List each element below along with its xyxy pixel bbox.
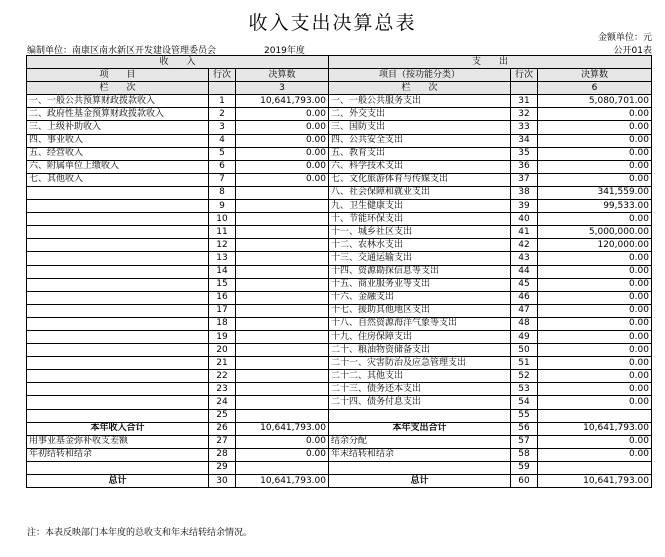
income-item-cell <box>27 383 209 396</box>
table-row <box>27 239 652 252</box>
expense-amount-cell <box>538 409 652 422</box>
table-row <box>27 252 652 265</box>
table-row <box>27 317 652 330</box>
income-rowno-cell: 15 <box>209 278 236 291</box>
income-rowno-cell: 22 <box>209 370 236 383</box>
income-item-cell <box>27 409 209 422</box>
expense-amount-cell: 0.00 <box>538 357 652 370</box>
expense-amount-cell: 0.00 <box>538 330 652 343</box>
header-row-columns <box>27 69 652 82</box>
expense-item-cell <box>329 409 511 422</box>
table-row <box>27 396 652 409</box>
expense-amount-cell: 0.00 <box>538 317 652 330</box>
expense-item-cell: 二十三、债务还本支出 <box>329 383 511 396</box>
income-item-cell <box>27 357 209 370</box>
table-row <box>27 278 652 291</box>
expense-item-cell: 总计 <box>329 475 511 488</box>
expense-rowno-cell: 40 <box>511 213 538 226</box>
expense-item-cell: 二十、粮油物资储备支出 <box>329 344 511 357</box>
expense-rowno-cell: 32 <box>511 108 538 121</box>
income-section-header: 收 入 <box>27 56 329 69</box>
expense-rowno-cell: 44 <box>511 265 538 278</box>
income-col-number: 3 <box>236 82 329 95</box>
expense-rowno-blank <box>511 82 538 95</box>
header-row-section <box>27 56 652 69</box>
expense-rowno-cell: 49 <box>511 330 538 343</box>
income-item-cell <box>27 265 209 278</box>
expense-amount-cell: 0.00 <box>538 252 652 265</box>
income-amount-cell <box>236 291 329 304</box>
income-amount-cell: 0.00 <box>236 435 329 448</box>
income-rowno-cell: 11 <box>209 226 236 239</box>
income-rowno-cell: 2 <box>209 108 236 121</box>
table-row <box>27 461 652 474</box>
total-row <box>27 422 652 435</box>
expense-amount-cell: 0.00 <box>538 265 652 278</box>
expense-amount-cell: 0.00 <box>538 121 652 134</box>
income-item-cell <box>27 213 209 226</box>
expense-item-cell: 二、外交支出 <box>329 108 511 121</box>
expense-amount-cell: 0.00 <box>538 108 652 121</box>
expense-rowno-cell: 37 <box>511 173 538 186</box>
table-row <box>27 186 652 199</box>
table-row <box>27 291 652 304</box>
expense-rowno-cell: 31 <box>511 95 538 108</box>
income-item-cell: 年初结转和结余 <box>27 448 209 461</box>
expense-item-cell: 六、科学技术支出 <box>329 160 511 173</box>
expense-item-cell: 三、国防支出 <box>329 121 511 134</box>
expense-item-cell: 年末结转和结余 <box>329 448 511 461</box>
expense-rowno-cell: 41 <box>511 226 538 239</box>
expense-rowno-cell: 36 <box>511 160 538 173</box>
expense-rowno-cell: 52 <box>511 370 538 383</box>
income-amount-cell <box>236 239 329 252</box>
expense-item-cell: 一、一般公共服务支出 <box>329 95 511 108</box>
income-amount-header: 决算数 <box>236 69 329 82</box>
table-row <box>27 344 652 357</box>
income-item-cell <box>27 186 209 199</box>
expense-item-cell: 九、卫生健康支出 <box>329 200 511 213</box>
expense-rowno-cell: 39 <box>511 200 538 213</box>
income-item-cell <box>27 370 209 383</box>
income-item-cell <box>27 317 209 330</box>
income-rowno-cell: 8 <box>209 186 236 199</box>
income-amount-cell: 0.00 <box>236 108 329 121</box>
table-row <box>27 435 652 448</box>
income-amount-cell <box>236 278 329 291</box>
expense-amount-cell: 0.00 <box>538 435 652 448</box>
expense-amount-cell: 0.00 <box>538 396 652 409</box>
income-amount-cell <box>236 226 329 239</box>
income-item-cell <box>27 278 209 291</box>
income-amount-cell <box>236 265 329 278</box>
expense-amount-cell: 0.00 <box>538 278 652 291</box>
expense-rowno-cell: 56 <box>511 422 538 435</box>
income-rowno-header: 行次 <box>209 69 236 82</box>
expense-item-cell: 五、教育支出 <box>329 147 511 160</box>
income-amount-cell: 0.00 <box>236 121 329 134</box>
expense-section-header: 支 出 <box>329 56 652 69</box>
income-rowno-blank <box>209 82 236 95</box>
income-col-label: 栏 次 <box>27 82 209 95</box>
expense-amount-cell: 0.00 <box>538 448 652 461</box>
expense-amount-cell: 0.00 <box>538 291 652 304</box>
income-rowno-cell: 1 <box>209 95 236 108</box>
expense-amount-cell <box>538 461 652 474</box>
table-row <box>27 147 652 160</box>
expense-col-label: 栏 次 <box>329 82 511 95</box>
table-row <box>27 265 652 278</box>
expense-rowno-header: 行次 <box>511 69 538 82</box>
expense-rowno-cell: 48 <box>511 317 538 330</box>
income-amount-cell <box>236 186 329 199</box>
expense-amount-cell: 120,000.00 <box>538 239 652 252</box>
income-rowno-cell: 24 <box>209 396 236 409</box>
income-rowno-cell: 17 <box>209 304 236 317</box>
income-amount-cell <box>236 409 329 422</box>
expense-rowno-cell: 55 <box>511 409 538 422</box>
income-item-cell <box>27 330 209 343</box>
expense-amount-cell: 0.00 <box>538 173 652 186</box>
income-item-cell <box>27 396 209 409</box>
table-row <box>27 134 652 147</box>
income-expense-table <box>26 55 652 488</box>
income-amount-cell: 10,641,793.00 <box>236 95 329 108</box>
table-row <box>27 448 652 461</box>
form-number: 公开01表 <box>613 46 652 56</box>
report-year: 2019年度 <box>264 46 305 56</box>
income-item-cell: 本年收入合计 <box>27 422 209 435</box>
table-row <box>27 173 652 186</box>
income-rowno-cell: 23 <box>209 383 236 396</box>
header-row-colnum <box>27 82 652 95</box>
income-item-cell: 七、其他收入 <box>27 173 209 186</box>
expense-item-cell: 十八、自然资源海洋气象等支出 <box>329 317 511 330</box>
income-rowno-cell: 26 <box>209 422 236 435</box>
expense-rowno-cell: 34 <box>511 134 538 147</box>
table-row <box>27 121 652 134</box>
income-rowno-cell: 27 <box>209 435 236 448</box>
income-item-cell: 三、上级补助收入 <box>27 121 209 134</box>
income-item-cell: 用事业基金弥补收支差额 <box>27 435 209 448</box>
income-rowno-cell: 16 <box>209 291 236 304</box>
reporting-unit: 编制单位：南康区南水新区开发建设管理委员会 <box>27 46 217 56</box>
income-item-cell <box>27 291 209 304</box>
income-amount-cell: 0.00 <box>236 173 329 186</box>
income-item-cell <box>27 344 209 357</box>
income-rowno-cell: 14 <box>209 265 236 278</box>
table-row <box>27 200 652 213</box>
income-amount-cell: 0.00 <box>236 448 329 461</box>
income-rowno-cell: 20 <box>209 344 236 357</box>
table-row <box>27 409 652 422</box>
income-rowno-cell: 12 <box>209 239 236 252</box>
income-item-cell: 总计 <box>27 475 209 488</box>
income-amount-cell <box>236 370 329 383</box>
income-item-cell: 二、政府性基金预算财政拨款收入 <box>27 108 209 121</box>
income-item-cell <box>27 239 209 252</box>
income-rowno-cell: 29 <box>209 461 236 474</box>
total-row <box>27 475 652 488</box>
expense-amount-cell: 0.00 <box>538 160 652 173</box>
income-amount-cell: 0.00 <box>236 134 329 147</box>
income-amount-cell <box>236 252 329 265</box>
expense-rowno-cell: 54 <box>511 396 538 409</box>
expense-rowno-cell: 60 <box>511 475 538 488</box>
income-rowno-cell: 21 <box>209 357 236 370</box>
expense-rowno-cell: 51 <box>511 357 538 370</box>
income-rowno-cell: 30 <box>209 475 236 488</box>
income-item-cell <box>27 226 209 239</box>
expense-rowno-cell: 53 <box>511 383 538 396</box>
expense-amount-cell: 0.00 <box>538 383 652 396</box>
expense-item-cell: 十九、住房保障支出 <box>329 330 511 343</box>
income-amount-cell <box>236 330 329 343</box>
expense-rowno-cell: 35 <box>511 147 538 160</box>
expense-item-header: 项目（按功能分类） <box>329 69 511 82</box>
expense-item-cell: 二十四、债务付息支出 <box>329 396 511 409</box>
expense-rowno-cell: 57 <box>511 435 538 448</box>
expense-col-number: 6 <box>538 82 652 95</box>
table-body <box>27 56 652 488</box>
income-amount-cell: 10,641,793.00 <box>236 422 329 435</box>
table-row <box>27 213 652 226</box>
expense-amount-cell: 0.00 <box>538 344 652 357</box>
expense-item-cell: 十四、资源勘探信息等支出 <box>329 265 511 278</box>
income-rowno-cell: 19 <box>209 330 236 343</box>
income-amount-cell: 0.00 <box>236 147 329 160</box>
expense-rowno-cell: 46 <box>511 291 538 304</box>
income-amount-cell <box>236 383 329 396</box>
expense-item-cell: 十三、交通运输支出 <box>329 252 511 265</box>
expense-amount-cell: 5,080,701.00 <box>538 95 652 108</box>
income-amount-cell: 0.00 <box>236 160 329 173</box>
expense-item-cell: 本年支出合计 <box>329 422 511 435</box>
income-amount-cell <box>236 200 329 213</box>
income-amount-cell <box>236 396 329 409</box>
expense-rowno-cell: 43 <box>511 252 538 265</box>
expense-rowno-cell: 47 <box>511 304 538 317</box>
income-rowno-cell: 18 <box>209 317 236 330</box>
expense-item-cell: 二十一、灾害防治及应急管理支出 <box>329 357 511 370</box>
expense-amount-cell: 0.00 <box>538 304 652 317</box>
income-rowno-cell: 28 <box>209 448 236 461</box>
table-row <box>27 370 652 383</box>
expense-amount-cell: 0.00 <box>538 213 652 226</box>
expense-amount-cell: 0.00 <box>538 134 652 147</box>
expense-item-cell: 十五、商业服务业等支出 <box>329 278 511 291</box>
expense-item-cell: 十六、金融支出 <box>329 291 511 304</box>
income-item-cell: 四、事业收入 <box>27 134 209 147</box>
table-row <box>27 160 652 173</box>
table-row <box>27 95 652 108</box>
expense-item-cell: 八、社会保障和就业支出 <box>329 186 511 199</box>
expense-item-cell: 十七、援助其他地区支出 <box>329 304 511 317</box>
income-rowno-cell: 9 <box>209 200 236 213</box>
income-rowno-cell: 13 <box>209 252 236 265</box>
income-rowno-cell: 3 <box>209 121 236 134</box>
expense-amount-cell: 341,559.00 <box>538 186 652 199</box>
expense-rowno-cell: 58 <box>511 448 538 461</box>
expense-rowno-cell: 42 <box>511 239 538 252</box>
income-item-cell <box>27 461 209 474</box>
expense-rowno-cell: 33 <box>511 121 538 134</box>
expense-amount-cell: 5,000,000.00 <box>538 226 652 239</box>
income-amount-cell <box>236 317 329 330</box>
expense-amount-cell: 0.00 <box>538 370 652 383</box>
expense-rowno-cell: 45 <box>511 278 538 291</box>
expense-item-cell: 十一、城乡社区支出 <box>329 226 511 239</box>
income-amount-cell <box>236 344 329 357</box>
expense-rowno-cell: 59 <box>511 461 538 474</box>
income-item-cell <box>27 252 209 265</box>
expense-item-cell: 七、文化旅游体育与传媒支出 <box>329 173 511 186</box>
income-rowno-cell: 10 <box>209 213 236 226</box>
report-title: 收入支出决算总表 <box>248 12 417 34</box>
income-amount-cell <box>236 304 329 317</box>
table-row <box>27 383 652 396</box>
expense-item-cell: 十二、农林水支出 <box>329 239 511 252</box>
income-amount-cell <box>236 461 329 474</box>
table-row <box>27 226 652 239</box>
income-item-cell <box>27 304 209 317</box>
table-row <box>27 108 652 121</box>
table-row <box>27 357 652 370</box>
income-rowno-cell: 6 <box>209 160 236 173</box>
expense-item-cell: 结余分配 <box>329 435 511 448</box>
expense-rowno-cell: 38 <box>511 186 538 199</box>
income-item-cell: 一、一般公共预算财政拨款收入 <box>27 95 209 108</box>
expense-amount-header: 决算数 <box>538 69 652 82</box>
income-amount-cell <box>236 213 329 226</box>
footnote: 注：本表反映部门本年度的总收支和年末结转结余情况。 <box>27 528 253 538</box>
expense-item-cell <box>329 461 511 474</box>
income-amount-cell <box>236 357 329 370</box>
expense-item-cell: 十、节能环保支出 <box>329 213 511 226</box>
expense-amount-cell: 99,533.00 <box>538 200 652 213</box>
income-item-header: 项 目 <box>27 69 209 82</box>
income-rowno-cell: 7 <box>209 173 236 186</box>
expense-item-cell: 二十二、其他支出 <box>329 370 511 383</box>
expense-item-cell: 四、公共安全支出 <box>329 134 511 147</box>
amount-unit: 金额单位：元 <box>597 33 652 43</box>
expense-rowno-cell: 50 <box>511 344 538 357</box>
income-item-cell: 六、附属单位上缴收入 <box>27 160 209 173</box>
income-rowno-cell: 25 <box>209 409 236 422</box>
expense-amount-cell: 10,641,793.00 <box>538 475 652 488</box>
income-rowno-cell: 5 <box>209 147 236 160</box>
table-row <box>27 330 652 343</box>
income-rowno-cell: 4 <box>209 134 236 147</box>
income-item-cell <box>27 200 209 213</box>
expense-amount-cell: 10,641,793.00 <box>538 422 652 435</box>
income-amount-cell: 10,641,793.00 <box>236 475 329 488</box>
expense-amount-cell: 0.00 <box>538 147 652 160</box>
income-item-cell: 五、经营收入 <box>27 147 209 160</box>
table-row <box>27 304 652 317</box>
